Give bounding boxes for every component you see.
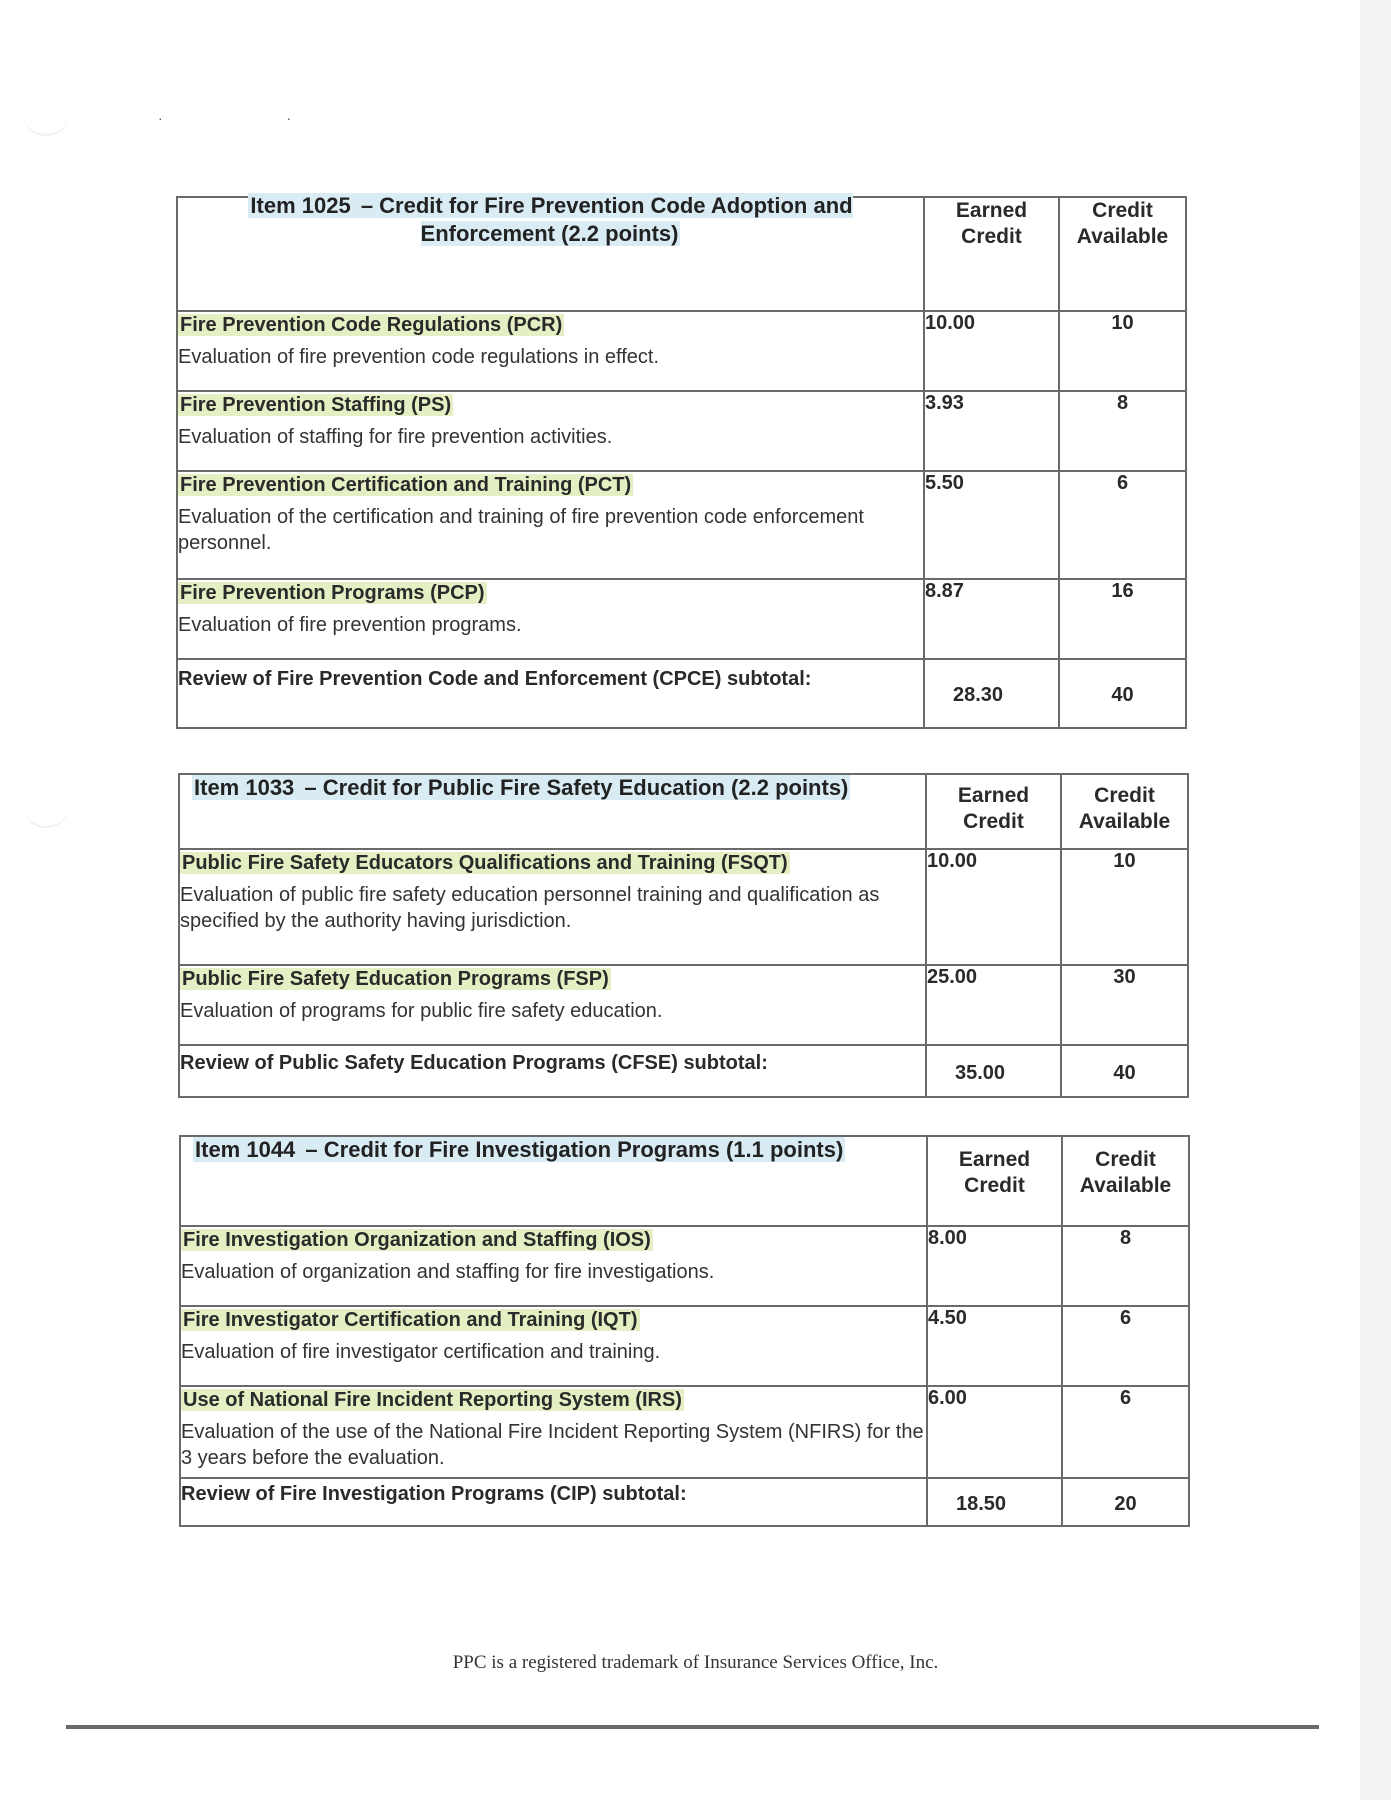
item-title	[177, 193, 924, 311]
criterion-cell	[179, 965, 926, 1045]
subtotal-earned: 28.30	[924, 659, 1059, 728]
credit-available-value: 8	[1062, 1226, 1189, 1306]
criterion-cell	[180, 1386, 927, 1478]
item-title-text: – Credit for Public Fire Safety Education (2.2 points)	[298, 775, 849, 800]
subtotal-earned: 18.50	[927, 1478, 1062, 1526]
table-row	[180, 1306, 1189, 1386]
table-row	[177, 579, 1186, 659]
table-row	[177, 391, 1186, 471]
criterion-cell	[177, 311, 924, 391]
criterion-title: Public Fire Safety Educators Qualifications and Training (FSQT)	[182, 852, 788, 874]
earned-credit-header: Earned Credit	[927, 1136, 1062, 1226]
item-number: Item 1044	[195, 1137, 296, 1162]
item-title	[179, 774, 926, 849]
table-row	[179, 849, 1188, 965]
scan-edge	[1360, 0, 1391, 1800]
criterion-title: Fire Prevention Certification and Training (PCT)	[180, 474, 632, 496]
earned-credit-value: 8.00	[927, 1226, 1062, 1306]
item-number: Item 1033	[194, 775, 295, 800]
earned-credit-value: 25.00	[926, 965, 1061, 1045]
criterion-title: Public Fire Safety Education Programs (FSP)	[182, 968, 609, 990]
subtotal-row	[179, 1045, 1188, 1097]
item-number: Item 1025	[250, 193, 351, 218]
table-item-1044	[179, 1135, 1190, 1527]
subtotal-row	[177, 659, 1186, 728]
credit-available-header: Credit Available	[1061, 774, 1188, 849]
subtotal-available: 20	[1062, 1478, 1189, 1526]
criterion-description: Evaluation of public fire safety education personnel training and qualification as specified by the authority having jurisdiction.	[180, 884, 880, 932]
criterion-title: Fire Prevention Code Regulations (PCR)	[180, 314, 563, 336]
credit-available-header: Credit Available	[1062, 1136, 1189, 1226]
earned-credit-value: 10.00	[926, 849, 1061, 965]
criterion-description: Evaluation of organization and staffing for fire investigations.	[181, 1261, 715, 1283]
item-title	[180, 1136, 927, 1226]
criterion-cell	[180, 1226, 927, 1306]
credit-available-value: 16	[1059, 579, 1186, 659]
subtotal-cell	[179, 1045, 926, 1097]
earned-credit-header: Earned Credit	[926, 774, 1061, 849]
subtotal-label: Review of Fire Investigation Programs (CIP) subtotal:	[181, 1483, 687, 1505]
credit-available-value: 8	[1059, 391, 1186, 471]
table-header-row	[179, 774, 1188, 849]
subtotal-row	[180, 1478, 1189, 1526]
earned-credit-value: 5.50	[924, 471, 1059, 579]
criterion-description: Evaluation of fire prevention code regulations in effect.	[178, 346, 660, 368]
criterion-cell	[177, 471, 924, 579]
item-title-text: – Credit for Fire Investigation Programs (1.1 points)	[299, 1137, 844, 1162]
criterion-title: Fire Investigation Organization and Staffing (IOS)	[183, 1229, 651, 1251]
criterion-description: Evaluation of the use of the National Fire Incident Reporting System (NFIRS) for the 3 years before the evaluation.	[181, 1421, 924, 1469]
subtotal-cell	[177, 659, 924, 728]
credit-available-value: 10	[1061, 849, 1188, 965]
criterion-description: Evaluation of staffing for fire prevention activities.	[178, 426, 613, 448]
earned-credit-value: 8.87	[924, 579, 1059, 659]
criterion-description: Evaluation of fire investigator certification and training.	[181, 1341, 661, 1363]
subtotal-cell	[180, 1478, 927, 1526]
credit-available-header: Credit Available	[1059, 197, 1186, 311]
criterion-description: Evaluation of fire prevention programs.	[178, 614, 522, 636]
subtotal-label: Review of Fire Prevention Code and Enforcement (CPCE) subtotal:	[178, 668, 812, 690]
earned-credit-value: 6.00	[927, 1386, 1062, 1478]
criterion-cell	[177, 391, 924, 471]
table-row	[177, 471, 1186, 579]
table-row	[177, 311, 1186, 391]
subtotal-earned: 35.00	[926, 1045, 1061, 1097]
table-header-row	[177, 197, 1186, 311]
table-row	[179, 965, 1188, 1045]
criterion-title: Fire Prevention Programs (PCP)	[180, 582, 485, 604]
subtotal-available: 40	[1061, 1045, 1188, 1097]
trademark-note: PPC is a registered trademark of Insurance Services Office, Inc.	[452, 1652, 939, 1673]
criterion-cell	[177, 579, 924, 659]
criterion-cell	[180, 1306, 927, 1386]
criterion-cell	[179, 849, 926, 965]
criterion-description: Evaluation of programs for public fire safety education.	[180, 1000, 663, 1022]
scan-mark	[22, 800, 70, 828]
criterion-title: Fire Prevention Staffing (PS)	[180, 394, 452, 416]
scan-mark	[22, 108, 70, 136]
subtotal-label: Review of Public Safety Education Programs (CFSE) subtotal:	[180, 1052, 768, 1074]
table-header-row	[180, 1136, 1189, 1226]
criterion-title: Fire Investigator Certification and Training (IQT)	[183, 1309, 638, 1331]
footer-divider	[66, 1725, 1319, 1729]
earned-credit-value: 10.00	[924, 311, 1059, 391]
credit-available-value: 6	[1062, 1306, 1189, 1386]
table-row	[180, 1386, 1189, 1478]
credit-available-value: 6	[1062, 1386, 1189, 1478]
earned-credit-value: 4.50	[927, 1306, 1062, 1386]
credit-available-value: 6	[1059, 471, 1186, 579]
subtotal-available: 40	[1059, 659, 1186, 728]
credit-available-value: 30	[1061, 965, 1188, 1045]
earned-credit-value: 3.93	[924, 391, 1059, 471]
criterion-title: Use of National Fire Incident Reporting System (IRS)	[183, 1389, 682, 1411]
scan-specks: · ·	[158, 110, 352, 126]
item-title-text: – Credit for Fire Prevention Code Adoption and Enforcement (2.2 points)	[354, 193, 853, 246]
table-row	[180, 1226, 1189, 1306]
credit-available-value: 10	[1059, 311, 1186, 391]
criterion-description: Evaluation of the certification and training of fire prevention code enforcement personnel.	[178, 506, 864, 554]
earned-credit-header: Earned Credit	[924, 197, 1059, 311]
table-item-1025	[176, 193, 1187, 729]
table-item-1033	[178, 773, 1189, 1098]
